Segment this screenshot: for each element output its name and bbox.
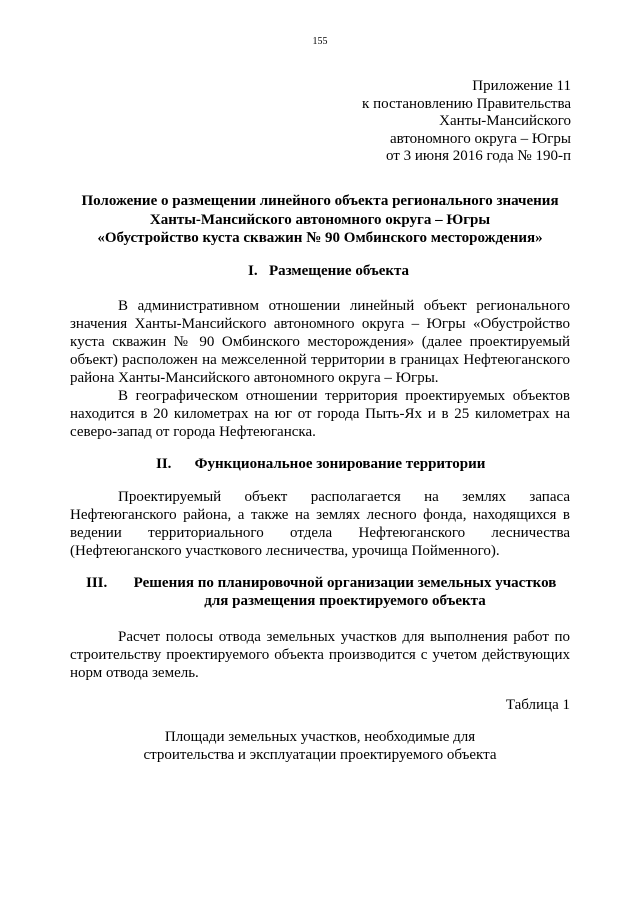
table-caption	[70, 728, 570, 764]
title-line: Положение о размещении линейного объекта регионального значения	[81, 193, 559, 209]
appendix-line: к постановлению Правительства	[362, 95, 571, 112]
section-heading-3	[70, 574, 570, 610]
page-number: 155	[312, 36, 328, 47]
appendix-line: Приложение 11	[472, 78, 571, 94]
section-number: III.	[86, 575, 108, 591]
section-title	[70, 574, 570, 610]
table-caption-line: Площади земельных участков, необходимые для	[164, 729, 476, 745]
section-heading-1	[70, 262, 570, 280]
section-title	[70, 262, 570, 280]
paragraph: Проектируемый объект располагается на землях запаса Нефтеюганского района, а также на землях лесного фонда, находящихся в ведении территориального отдела Нефтеюганского лесничества (Нефтеюганского участкового лесничества, урочища Пойменного).	[70, 489, 570, 559]
appendix-line: от 3 июня 2016 года № 190-п	[386, 148, 571, 164]
title-line: Ханты-Мансийского автономного округа – Югры	[149, 211, 491, 228]
section-heading-2	[70, 455, 570, 473]
document-title	[70, 192, 570, 248]
paragraph: Расчет полосы отвода земельных участков для выполнения работ по строительству проектируемого объекта производится с учетом действующих норм отвода земель.	[70, 629, 570, 681]
section-title-line: для размещения проектируемого объекта	[204, 593, 486, 609]
paragraph: В географическом отношении территория проектируемых объектов находится в 20 километрах на юг от города Пыть-Ях и в 25 километрах на северо-запад от города Нефтеюганска.	[70, 388, 570, 440]
appendix-line: Ханты-Мансийского	[439, 113, 571, 129]
section-title	[70, 455, 570, 473]
title-line: «Обустройство куста скважин № 90 Омбинского месторождения»	[97, 230, 543, 246]
section-title-line: Решения по планировочной организации земельных участков	[133, 575, 557, 591]
table-label: Таблица 1	[505, 697, 570, 713]
table-caption-line: строительства и эксплуатации проектируемого объекта	[143, 747, 497, 763]
appendix-line: автономного округа – Югры	[389, 130, 571, 147]
section-title-line: Функциональное зонирование территории	[194, 456, 486, 472]
section-title-line: Размещение объекта	[268, 263, 410, 279]
paragraph: В административном отношении линейный объект регионального значения Ханты-Мансийского автономного округа – Югры «Обустройство куста скважин № 90 Омбинского месторождения» (далее проектируемый объект) расположен на межселенной территории в границах Нефтеюганского района Ханты-Мансийского автономного округа – Югры.	[70, 298, 570, 386]
section-number: I.	[248, 263, 258, 279]
appendix-block	[362, 78, 571, 166]
section-number: II.	[156, 456, 172, 472]
